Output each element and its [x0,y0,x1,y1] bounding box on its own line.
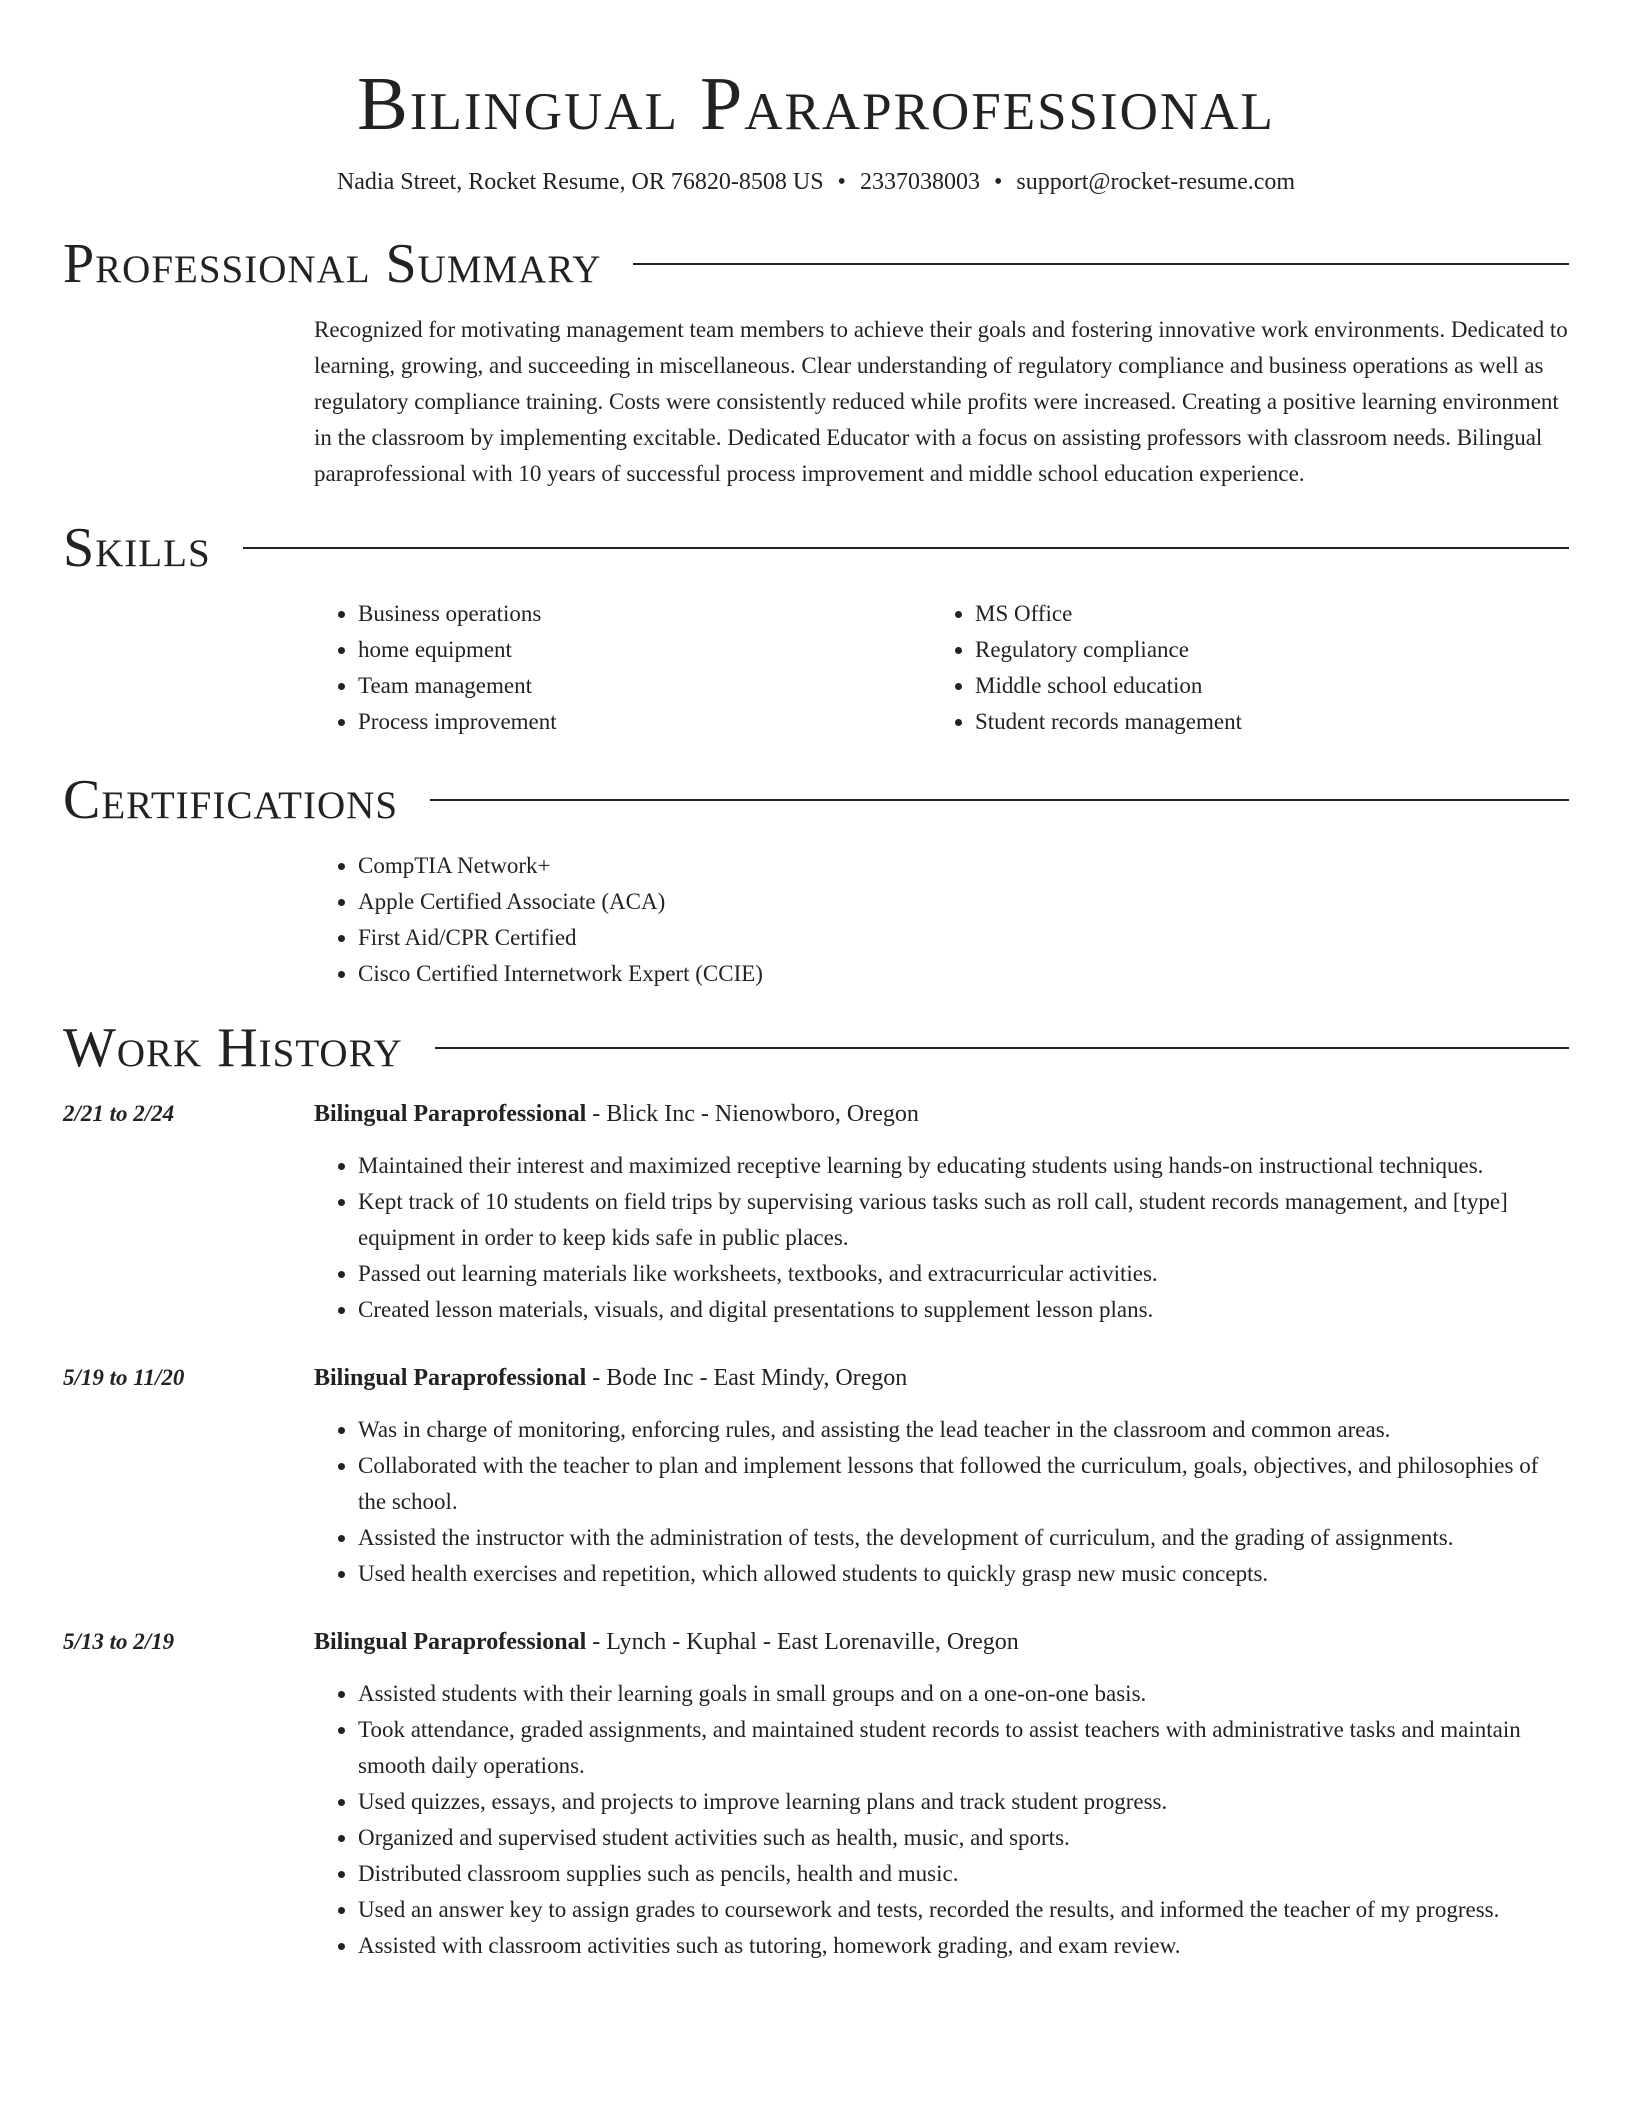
skill-item: • MS Office [975,596,1548,632]
summary-section [63,230,1569,492]
job-entry [63,1624,1569,1964]
work-history-section [63,1014,1569,1964]
summary-heading: Professional Summary [63,233,602,295]
page-title: Bilingual Paraprofessional [357,62,1275,146]
certification-item: • First Aid/CPR Certified [358,920,1569,956]
certification-item: • Cisco Certified Internetwork Expert (CCIE) [358,956,1569,992]
contact-line [63,166,1569,198]
certifications-body [314,848,1569,992]
skills-list-right [931,596,1548,740]
job-title-line [314,1624,1569,1660]
job-bullet: • Created lesson materials, visuals, and digital presentations to supplement lesson plans. [358,1292,1569,1328]
job-role: Bilingual Paraprofessional [314,1101,587,1127]
skills-list-left [314,596,931,740]
skills-header [63,514,1569,582]
job-employer: - Bode Inc - East Mindy, Oregon [586,1365,908,1391]
certifications-header [63,766,1569,834]
contact-separator: • [837,169,846,195]
job-dates: 2/21 to 2/24 [63,1101,175,1126]
skill-item: • Business operations [358,596,931,632]
contact-email: support@rocket-resume.com [1016,169,1296,195]
job-bullet: • Assisted the instructor with the administration of tests, the development of curriculum, and the grading of assignments. [358,1520,1569,1556]
job-details [314,1360,1569,1592]
work-history-header [63,1014,1569,1082]
skill-item: • Team management [358,668,931,704]
section-divider [435,1047,1569,1049]
skills-section [63,514,1569,740]
skill-item: • home equipment [358,632,931,668]
summary-text: Recognized for motivating management team members to achieve their goals and fostering innovative work environments. Dedicated to learning, growing, and succeeding in miscellaneous. Clear understanding of regulatory compliance and business operations as well as regulatory compliance training. Costs were consistently reduced while profits were increased. Creating a positive learning environment in the classroom by implementing excitable. Dedicated Educator with a focus on assisting professors with classroom needs. Bilingual paraprofessional with 10 years of successful process improvement and middle school education experience. [314,317,1568,486]
job-bullet: • Assisted students with their learning goals in small groups and on a one-on-one basis. [358,1676,1569,1712]
job-entry [63,1360,1569,1592]
certification-item: • CompTIA Network+ [358,848,1569,884]
certifications-heading: Certifications [63,769,399,831]
skill-item: • Middle school education [975,668,1548,704]
job-bullet: • Assisted with classroom activities such as tutoring, homework grading, and exam review. [358,1928,1569,1964]
section-divider [243,547,1569,549]
job-bullet: • Used an answer key to assign grades to coursework and tests, recorded the results, and informed the teacher of my progress. [358,1892,1569,1928]
job-role: Bilingual Paraprofessional [314,1629,587,1655]
job-bullet: • Organized and supervised student activities such as health, music, and sports. [358,1820,1569,1856]
contact-address: Nadia Street, Rocket Resume, OR 76820-8508 US [336,169,824,195]
job-entry [63,1096,1569,1328]
job-bullet: • Maintained their interest and maximized receptive learning by educating students using hands-on instructional techniques. [358,1148,1569,1184]
job-bullet: • Used health exercises and repetition, which allowed students to quickly grasp new music concepts. [358,1556,1569,1592]
job-bullet: • Collaborated with the teacher to plan and implement lessons that followed the curriculum, goals, objectives, and philosophies of the school. [358,1448,1569,1520]
skill-item: • Regulatory compliance [975,632,1548,668]
job-bullet: • Used quizzes, essays, and projects to improve learning plans and track student progress. [358,1784,1569,1820]
job-bullets [314,1148,1569,1328]
certification-item: • Apple Certified Associate (ACA) [358,884,1569,920]
job-role: Bilingual Paraprofessional [314,1365,587,1391]
skill-item: • Process improvement [358,704,931,740]
job-bullet: • Passed out learning materials like worksheets, textbooks, and extracurricular activities. [358,1256,1569,1292]
certifications-list [314,848,1569,992]
job-details [314,1624,1569,1964]
skill-item: • Student records management [975,704,1548,740]
job-bullet: • Took attendance, graded assignments, and maintained student records to assist teachers with administrative tasks and maintain smooth daily operations. [358,1712,1569,1784]
job-title-line [314,1096,1569,1132]
job-bullet: • Was in charge of monitoring, enforcing rules, and assisting the lead teacher in the classroom and common areas. [358,1412,1569,1448]
summary-header [63,230,1569,298]
section-divider [633,263,1569,265]
certifications-section [63,766,1569,992]
contact-separator: • [993,169,1003,195]
job-dates: 5/13 to 2/19 [63,1629,175,1654]
job-bullets [314,1676,1569,1964]
job-bullet: • Distributed classroom supplies such as pencils, health and music. [358,1856,1569,1892]
section-divider [430,799,1569,801]
job-title-line [314,1360,1569,1396]
job-employer: - Blick Inc - Nienowboro, Oregon [586,1101,919,1127]
job-dates: 5/19 to 11/20 [63,1365,185,1390]
work-history-heading: Work History [63,1017,403,1079]
skills-grid [314,596,1569,740]
job-details [314,1096,1569,1328]
skills-heading: Skills [63,517,211,579]
job-bullets [314,1412,1569,1592]
job-employer: - Lynch - Kuphal - East Lorenaville, Oregon [586,1629,1019,1655]
contact-phone: 2337038003 [859,169,980,195]
job-bullet: • Kept track of 10 students on field trips by supervising various tasks such as roll call, student records management, and [type] equipment in order to keep kids safe in public places. [358,1184,1569,1256]
